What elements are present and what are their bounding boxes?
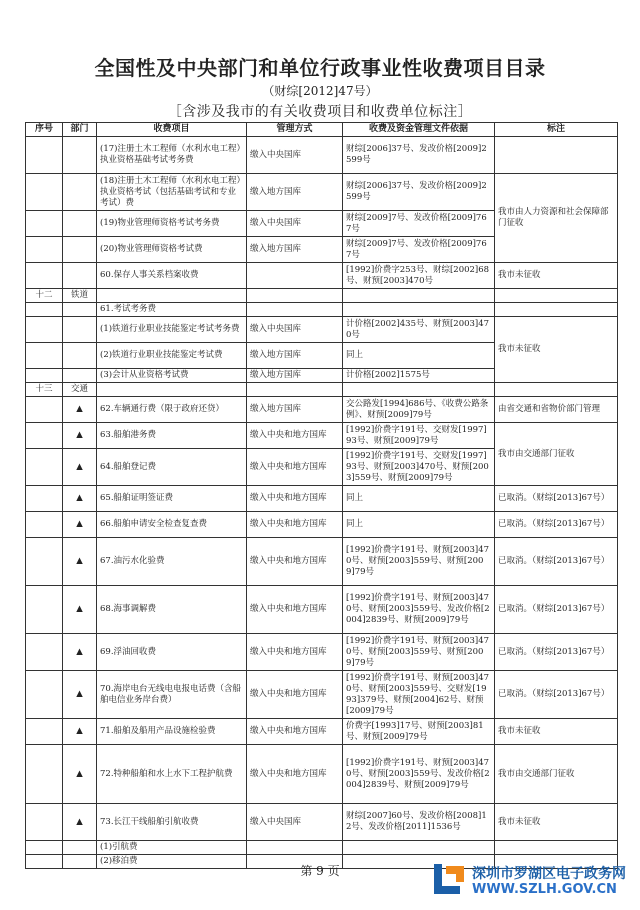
cell-note: 我市未征收 bbox=[495, 719, 618, 745]
cell-note: 我市未征收 bbox=[495, 263, 618, 289]
cell-no bbox=[26, 449, 63, 486]
cell-item: 68.海事调解费 bbox=[97, 586, 247, 634]
cell-basis: 计价格[2002]1575号 bbox=[343, 369, 495, 383]
cell-method: 缴入中央国库 bbox=[247, 317, 343, 343]
table-row bbox=[26, 745, 618, 804]
cell-no bbox=[26, 174, 63, 211]
cell-item: 61.考试考务费 bbox=[97, 303, 247, 317]
cell-method: 缴入中央和地方国库 bbox=[247, 538, 343, 586]
cell-method: 缴入中央和地方国库 bbox=[247, 634, 343, 671]
cell-basis: 财综[2006]37号、发改价格[2009]2599号 bbox=[343, 174, 495, 211]
table-row bbox=[26, 317, 618, 343]
triangle-marker-icon: ▲ bbox=[63, 719, 97, 745]
cell-method: 缴入地方国库 bbox=[247, 237, 343, 263]
cell-basis: 财综[2009]7号、发改价格[2009]767号 bbox=[343, 211, 495, 237]
cell-method: 缴入地方国库 bbox=[247, 174, 343, 211]
cell-method: 缴入中央和地方国库 bbox=[247, 719, 343, 745]
cell-no bbox=[26, 841, 63, 855]
cell-no bbox=[26, 263, 63, 289]
cell-method: 缴入地方国库 bbox=[247, 397, 343, 423]
cell-basis: 交公路发[1994]686号、《收费公路条例》、财预[2009]79号 bbox=[343, 397, 495, 423]
cell-item: (1)铁道行业职业技能鉴定考试考务费 bbox=[97, 317, 247, 343]
cell-note: 我市由人力资源和社会保障部门征收 bbox=[495, 174, 618, 263]
cell-item bbox=[97, 289, 247, 303]
cell-basis bbox=[343, 383, 495, 397]
cell-method bbox=[247, 303, 343, 317]
cell-basis: 财综[2007]60号、发改价格[2008]12号、发改价格[2011]1536号 bbox=[343, 804, 495, 841]
cell-no bbox=[26, 719, 63, 745]
cell-item: 69.浮油回收费 bbox=[97, 634, 247, 671]
cell-no bbox=[26, 211, 63, 237]
cell-basis: [1992]价费字191号、财预[2003]470号、财预[2003]559号、财预[2009]79号 bbox=[343, 538, 495, 586]
cell-basis: [1992]价费字191号、财预[2003]470号、财预[2003]559号、发改价格[2004]2839号、财预[2009]79号 bbox=[343, 745, 495, 804]
cell-no bbox=[26, 671, 63, 719]
section-row bbox=[26, 383, 618, 397]
cell-no bbox=[26, 804, 63, 841]
cell-method: 缴入中央国库 bbox=[247, 804, 343, 841]
table-row bbox=[26, 137, 618, 174]
cell-method bbox=[247, 263, 343, 289]
cell-note bbox=[495, 383, 618, 397]
cell-dept bbox=[63, 317, 97, 343]
cell-no bbox=[26, 317, 63, 343]
cell-no bbox=[26, 512, 63, 538]
cell-item: (19)物业管理师资格考试考务费 bbox=[97, 211, 247, 237]
cell-item: 66.船舶申请安全检查复查费 bbox=[97, 512, 247, 538]
table-header-row bbox=[26, 123, 618, 137]
cell-item: (1)引航费 bbox=[97, 841, 247, 855]
cell-method bbox=[247, 841, 343, 855]
cell-no bbox=[26, 137, 63, 174]
cell-method: 缴入地方国库 bbox=[247, 343, 343, 369]
table-row bbox=[26, 263, 618, 289]
table-row bbox=[26, 719, 618, 745]
cell-item: 72.特种船舶和水上水下工程护航费 bbox=[97, 745, 247, 804]
table-row bbox=[26, 397, 618, 423]
cell-note: 由省交通和省物价部门管理 bbox=[495, 397, 618, 423]
table-row bbox=[26, 634, 618, 671]
section-dept: 交通 bbox=[63, 383, 97, 397]
cell-basis bbox=[343, 841, 495, 855]
cell-no bbox=[26, 586, 63, 634]
cell-method: 缴入中央和地方国库 bbox=[247, 586, 343, 634]
cell-basis: 同上 bbox=[343, 343, 495, 369]
cell-item: 73.长江干线船舶引航收费 bbox=[97, 804, 247, 841]
cell-method: 缴入中央和地方国库 bbox=[247, 486, 343, 512]
cell-dept bbox=[63, 263, 97, 289]
cell-method bbox=[247, 289, 343, 303]
fee-catalog-table bbox=[25, 122, 618, 869]
cell-dept bbox=[63, 211, 97, 237]
cell-no bbox=[26, 486, 63, 512]
cell-note bbox=[495, 137, 618, 174]
header-dept: 部门 bbox=[63, 123, 97, 137]
cell-basis: [1992]价费字191号、财预[2003]470号、财预[2003]559号、交财发[1993]379号、财预[2004]62号、财预[2009]79号 bbox=[343, 671, 495, 719]
triangle-marker-icon: ▲ bbox=[63, 586, 97, 634]
table-row bbox=[26, 512, 618, 538]
header-basis: 收费及资金管理文件依据 bbox=[343, 123, 495, 137]
cell-item: (2)移泊费 bbox=[97, 855, 247, 869]
table-row bbox=[26, 423, 618, 449]
page-number: 第 9 页 bbox=[300, 864, 340, 878]
triangle-marker-icon: ▲ bbox=[63, 804, 97, 841]
cell-item: 70.海岸电台无线电电报电话费（含船舶电信业务岸台费） bbox=[97, 671, 247, 719]
cell-no bbox=[26, 237, 63, 263]
cell-note: 我市未征收 bbox=[495, 804, 618, 841]
header-item: 收费项目 bbox=[97, 123, 247, 137]
header-method: 管理方式 bbox=[247, 123, 343, 137]
cell-no bbox=[26, 397, 63, 423]
triangle-marker-icon: ▲ bbox=[63, 397, 97, 423]
cell-basis: 同上 bbox=[343, 486, 495, 512]
cell-item: (18)注册土木工程师（水利水电工程）执业资格考试（包括基础考试和专业考试）费 bbox=[97, 174, 247, 211]
cell-basis: [1992]价费字253号、财综[2002]68号、财预[2003]470号 bbox=[343, 263, 495, 289]
cell-dept bbox=[63, 237, 97, 263]
cell-note bbox=[495, 289, 618, 303]
triangle-marker-icon: ▲ bbox=[63, 486, 97, 512]
cell-method: 缴入中央国库 bbox=[247, 211, 343, 237]
cell-basis: 财综[2006]37号、发改价格[2009]2599号 bbox=[343, 137, 495, 174]
cell-basis: 价费字[1993]17号、财预[2003]81号、财预[2009]79号 bbox=[343, 719, 495, 745]
cell-dept bbox=[63, 174, 97, 211]
cell-item: 60.保存人事关系档案收费 bbox=[97, 263, 247, 289]
section-number: 十三 bbox=[26, 383, 63, 397]
cell-item: 64.船舶登记费 bbox=[97, 449, 247, 486]
cell-item: 65.船舶证明签证费 bbox=[97, 486, 247, 512]
triangle-marker-icon: ▲ bbox=[63, 512, 97, 538]
document-subtitle: （财综[2012]47号） bbox=[262, 84, 378, 98]
cell-dept bbox=[63, 841, 97, 855]
cell-note bbox=[495, 841, 618, 855]
cell-basis: [1992]价费字191号、财预[2003]470号、财预[2003]559号、发改价格[2004]2839号、财预[2009]79号 bbox=[343, 586, 495, 634]
cell-no bbox=[26, 423, 63, 449]
cell-basis: 同上 bbox=[343, 512, 495, 538]
table-row bbox=[26, 671, 618, 719]
table-row bbox=[26, 303, 618, 317]
watermark-site-url: WWW.SZLH.GOV.CN bbox=[472, 882, 617, 897]
cell-method: 缴入中央国库 bbox=[247, 137, 343, 174]
cell-note: 我市未征收 bbox=[495, 317, 618, 383]
cell-item bbox=[97, 383, 247, 397]
cell-dept bbox=[63, 343, 97, 369]
cell-dept bbox=[63, 303, 97, 317]
section-row bbox=[26, 289, 618, 303]
watermark bbox=[430, 862, 630, 900]
document-annotation: ［含涉及我市的有关收费项目和收费单位标注］ bbox=[167, 104, 473, 120]
cell-item: (2)铁道行业职业技能鉴定考试费 bbox=[97, 343, 247, 369]
cell-method: 缴入中央和地方国库 bbox=[247, 671, 343, 719]
header-no: 序号 bbox=[26, 123, 63, 137]
document-title: 全国性及中央部门和单位行政事业性收费项目目录 bbox=[94, 56, 546, 80]
cell-method: 缴入中央和地方国库 bbox=[247, 449, 343, 486]
cell-no bbox=[26, 303, 63, 317]
table-row bbox=[26, 174, 618, 211]
cell-basis: [1992]价费字191号、交财发[1997]93号、财预[2009]79号 bbox=[343, 423, 495, 449]
cell-note: 已取消。（财综[2013]67号） bbox=[495, 586, 618, 634]
cell-note: 我市由交通部门征收 bbox=[495, 745, 618, 804]
cell-item: (17)注册土木工程师（水利水电工程）执业资格基础考试考务费 bbox=[97, 137, 247, 174]
cell-note: 已取消。（财综[2013]67号） bbox=[495, 512, 618, 538]
cell-no bbox=[26, 634, 63, 671]
cell-basis: 财综[2009]7号、发改价格[2009]767号 bbox=[343, 237, 495, 263]
cell-method bbox=[247, 383, 343, 397]
cell-basis: [1992]价费字191号、交财发[1997]93号、财预[2003]470号、财预[2003]559号、财预[2009]79号 bbox=[343, 449, 495, 486]
table-row bbox=[26, 841, 618, 855]
triangle-marker-icon: ▲ bbox=[63, 449, 97, 486]
cell-no bbox=[26, 369, 63, 383]
cell-no bbox=[26, 343, 63, 369]
cell-note: 已取消。（财综[2013]67号） bbox=[495, 538, 618, 586]
cell-method: 缴入中央和地方国库 bbox=[247, 512, 343, 538]
cell-item: 62.车辆通行费（限于政府还贷） bbox=[97, 397, 247, 423]
watermark-site-name: 深圳市罗湖区电子政务网 bbox=[472, 866, 626, 882]
cell-item: 71.船舶及船用产品设施检验费 bbox=[97, 719, 247, 745]
cell-item: (20)物业管理师资格考试费 bbox=[97, 237, 247, 263]
cell-note: 已取消。（财综[2013]67号） bbox=[495, 634, 618, 671]
cell-no bbox=[26, 745, 63, 804]
section-number: 十二 bbox=[26, 289, 63, 303]
cell-item: 63.船舶港务费 bbox=[97, 423, 247, 449]
table-row bbox=[26, 586, 618, 634]
section-dept: 铁道 bbox=[63, 289, 97, 303]
cell-basis: 计价格[2002]435号、财预[2003]470号 bbox=[343, 317, 495, 343]
cell-item: (3)会计从业资格考试费 bbox=[97, 369, 247, 383]
cell-note: 已取消。（财综[2013]67号） bbox=[495, 671, 618, 719]
cell-no bbox=[26, 538, 63, 586]
table-row bbox=[26, 538, 618, 586]
cell-note: 已取消。（财综[2013]67号） bbox=[495, 486, 618, 512]
cell-method: 缴入地方国库 bbox=[247, 369, 343, 383]
cell-method: 缴入中央和地方国库 bbox=[247, 745, 343, 804]
cell-basis bbox=[343, 289, 495, 303]
table-row bbox=[26, 804, 618, 841]
cell-dept bbox=[63, 369, 97, 383]
cell-item: 67.油污水化验费 bbox=[97, 538, 247, 586]
cell-basis: [1992]价费字191号、财预[2003]470号、财预[2003]559号、财预[2009]79号 bbox=[343, 634, 495, 671]
cell-method: 缴入中央和地方国库 bbox=[247, 423, 343, 449]
triangle-marker-icon: ▲ bbox=[63, 634, 97, 671]
triangle-marker-icon: ▲ bbox=[63, 671, 97, 719]
triangle-marker-icon: ▲ bbox=[63, 423, 97, 449]
table-row bbox=[26, 486, 618, 512]
header-note: 标注 bbox=[495, 123, 618, 137]
triangle-marker-icon: ▲ bbox=[63, 538, 97, 586]
cell-note: 我市由交通部门征收 bbox=[495, 423, 618, 486]
triangle-marker-icon: ▲ bbox=[63, 745, 97, 804]
cell-basis bbox=[343, 303, 495, 317]
luohu-logo-icon bbox=[430, 862, 468, 898]
cell-dept bbox=[63, 137, 97, 174]
cell-note bbox=[495, 303, 618, 317]
